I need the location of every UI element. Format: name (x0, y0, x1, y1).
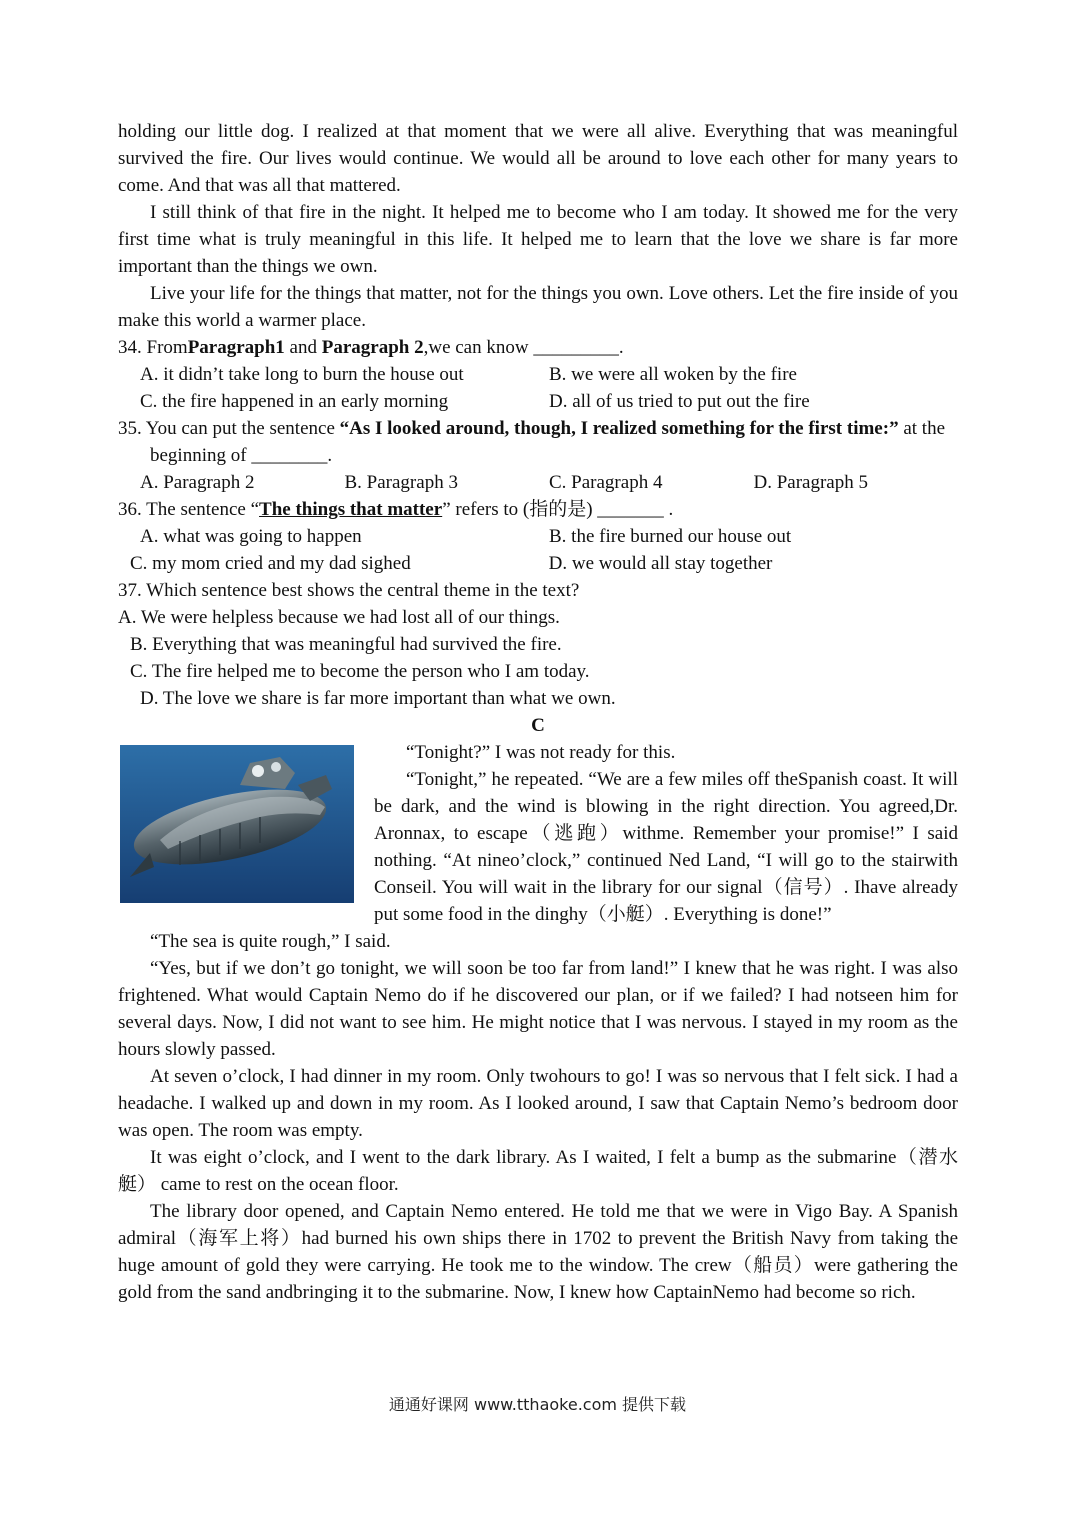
paragraph-b-end: holding our little dog. I realized at that moment that we were all alive. Everything that was meaningful survived the fire. Our lives would continue. We would all be around to love each other for many years to come. And that was all that mattered. (118, 121, 958, 196)
c-paragraph-1: “Tonight?” I was not ready for this. (406, 742, 676, 763)
submarine-image (120, 745, 354, 903)
paragraph-b-conclusion: Live your life for the things that matter, not for the things you own. Love others. Let the fire inside of you make this world a warmer place. (118, 283, 958, 331)
document-page (118, 118, 958, 1306)
c-paragraph-4: “Yes, but if we don’t go tonight, we will soon be too far from land!” I knew that he was right. I was also frightened. What would Captain Nemo do if he discovered our plan, or if we failed? I had notseen him for several days. Now, I did not want to see him. He might notice that I was nervous. I stayed in my room as the hours slowly passed. (118, 958, 958, 1060)
option-35c: C. Paragraph 4 (549, 472, 663, 493)
option-34b: B. we were all woken by the fire (549, 364, 797, 385)
question-34-options-row1 (118, 361, 958, 388)
paragraph-b-reflection: I still think of that fire in the night. It helped me to become who I am today. It showed me for the very first time what is truly meaningful in this life. It helped me to learn that the love we share is far more important than the things we own. (118, 202, 958, 277)
question-36: 36. The sentence “The things that matter” refers to (指的是) _______ . (118, 499, 674, 520)
c-paragraph-7: The library door opened, and Captain Nemo entered. He told me that we were in Vigo Bay. A Spanish admiral（海军上将）had burned his own ships there in 1702 to prevent the British Navy from taking the huge amount of gold they were carrying. He took me to the window. The crew（船员）were gathering the gold from the sand andbringing it to the submarine. Now, I knew how CaptainNemo had become so rich. (118, 1201, 958, 1303)
question-35-options (118, 469, 958, 496)
option-35d: D. Paragraph 5 (753, 472, 868, 493)
option-35b: B. Paragraph 3 (344, 472, 458, 493)
option-35a: A. Paragraph 2 (140, 472, 255, 493)
c-paragraph-3: “The sea is quite rough,” I said. (150, 931, 391, 952)
option-36c: C. my mom cried and my dad sighed (130, 553, 411, 574)
option-34d: D. all of us tried to put out the fire (549, 391, 810, 412)
option-37a: A. We were helpless because we had lost all of our things. (118, 607, 560, 628)
c-paragraph-2: “Tonight,” he repeated. “We are a few miles off theSpanish coast. It will be dark, and the wind is blowing in the right direction. You agreed,Dr. Aronnax, to escape（逃跑）withme. Remember your promise!” I said nothing. “At nineo’clock,” continued Ned Land, “I will go to the stairwith Conseil. You will wait in the library for our signal（信号）. Ihave already put some food in the dinghy（小艇）. Everything is done!” (374, 769, 958, 925)
question-35: 35. You can put the sentence “As I looked around, though, I realized something for the first time:” at the beginning of ________. (118, 418, 946, 466)
page-footer: 通通好课网 www.tthaoke.com 提供下载 (388, 1395, 687, 1414)
option-37c: C. The fire helped me to become the person who I am today. (130, 661, 590, 682)
c-paragraph-5: At seven o’clock, I had dinner in my room. Only twohours to go! I was so nervous that I felt sick. I had a headache. I walked up and down in my room. As I looked around, I saw that Captain Nemo’s bedroom door was open. The room was empty. (118, 1066, 958, 1141)
section-c-heading: C (531, 715, 545, 736)
option-36a: A. what was going to happen (140, 526, 362, 547)
question-37: 37. Which sentence best shows the central theme in the text? (118, 580, 580, 601)
option-37d: D. The love we share is far more important than what we own. (140, 688, 616, 709)
c-paragraph-6: It was eight o’clock, and I went to the dark library. As I waited, I felt a bump as the submarine（潜水艇） came to rest on the ocean floor. (118, 1147, 958, 1195)
option-36d: D. we would all stay together (548, 553, 773, 574)
question-36-options-row1 (118, 523, 958, 550)
option-36b: B. the fire burned our house out (549, 526, 792, 547)
option-37b: B. Everything that was meaningful had survived the fire. (130, 634, 562, 655)
option-34c: C. the fire happened in an early morning (140, 391, 449, 412)
question-36-options-row2 (118, 550, 958, 577)
question-34: 34. FromParagraph1 and Paragraph 2,we can know _________. (118, 337, 624, 358)
option-34a: A. it didn’t take long to burn the house out (140, 364, 464, 385)
question-34-options-row2 (118, 388, 958, 415)
